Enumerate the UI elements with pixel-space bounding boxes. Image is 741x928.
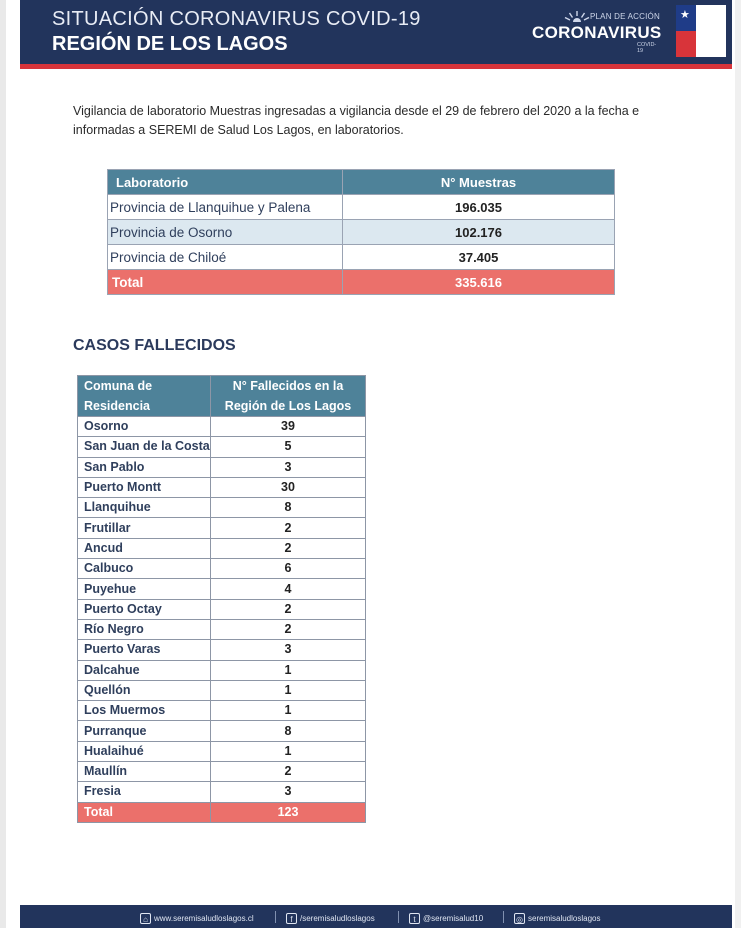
page-edge-left (0, 0, 6, 928)
footer-twitter[interactable] (409, 911, 483, 925)
comuna-cell: San Pablo (78, 457, 211, 477)
plan-de-accion-text: PLAN DE ACCIÓN (590, 12, 660, 21)
comuna-cell: Osorno (78, 417, 211, 437)
fallecidos-cell: 5 (211, 437, 366, 457)
footer-divider (503, 911, 504, 923)
total-label-cell: Total (78, 802, 211, 822)
table-row (78, 559, 366, 579)
total-label-cell: Total (108, 270, 343, 295)
lab-name-cell: Provincia de Llanquihue y Palena (108, 195, 343, 220)
lab-name-cell: Provincia de Chiloé (108, 245, 343, 270)
fallecidos-cell: 2 (211, 538, 366, 558)
comuna-cell: Río Negro (78, 619, 211, 639)
table-row (108, 245, 615, 270)
table-header-row (108, 170, 615, 195)
total-value-cell: 335.616 (343, 270, 615, 295)
lab-count-cell: 37.405 (343, 245, 615, 270)
table-row (78, 538, 366, 558)
deaths-section-title: CASOS FALLECIDOS (73, 337, 236, 354)
fallecidos-cell: 1 (211, 701, 366, 721)
table-row (78, 457, 366, 477)
header-laboratorio: Laboratorio (108, 170, 343, 195)
seal-red-block (676, 31, 696, 57)
fallecidos-cell: 2 (211, 762, 366, 782)
table-row (78, 619, 366, 639)
comuna-cell: Llanquihue (78, 498, 211, 518)
fallecidos-cell: 3 (211, 457, 366, 477)
footer-instagram-text: seremisaludloslagos (528, 913, 601, 923)
footer-facebook[interactable] (286, 911, 375, 925)
table-row (108, 195, 615, 220)
table-total-row (78, 802, 366, 822)
page-edge-right (735, 0, 741, 928)
comuna-cell: Ancud (78, 538, 211, 558)
fallecidos-cell: 1 (211, 741, 366, 761)
fallecidos-cell: 2 (211, 619, 366, 639)
table-total-row (108, 270, 615, 295)
deaths-table-body (78, 417, 366, 823)
comuna-cell: Fresia (78, 782, 211, 802)
lab-samples-table (107, 169, 615, 295)
table-row (78, 701, 366, 721)
fallecidos-cell: 1 (211, 660, 366, 680)
header-title-line1: SITUACIÓN CORONAVIRUS COVID-19 (52, 8, 421, 30)
comuna-cell: Quellón (78, 680, 211, 700)
seal-blue-block (676, 5, 696, 31)
comuna-cell: Puerto Octay (78, 599, 211, 619)
covid-logo-subtext: COVID-19 (637, 42, 657, 54)
table-row (78, 579, 366, 599)
table-row (78, 599, 366, 619)
total-value-cell: 123 (211, 802, 366, 822)
table-row (78, 437, 366, 457)
table-row (78, 417, 366, 437)
comuna-cell: Dalcahue (78, 660, 211, 680)
comuna-cell: Frutillar (78, 518, 211, 538)
fallecidos-cell: 30 (211, 477, 366, 497)
table-row (78, 782, 366, 802)
fallecidos-cell: 2 (211, 599, 366, 619)
table-row (78, 518, 366, 538)
footer-divider (275, 911, 276, 923)
header-fallecidos: N° Fallecidos en la Región de Los Lagos (211, 376, 366, 417)
deaths-table (77, 375, 366, 823)
web-icon: ⌂ (140, 913, 151, 924)
fallecidos-cell: 2 (211, 518, 366, 538)
footer-facebook-text: /seremisaludloslagos (300, 913, 375, 923)
twitter-icon: t (409, 913, 420, 924)
footer-twitter-text: @seremisalud10 (423, 913, 484, 923)
sun-rays-icon (564, 10, 590, 22)
comuna-cell: Hualaihué (78, 741, 211, 761)
intro-paragraph: Vigilancia de laboratorio Muestras ingresadas a vigilancia desde el 29 de febrero del 2020 a la fecha e informadas a SEREMI de Salud Los Lagos, en laboratorios. (73, 104, 640, 137)
fallecidos-cell: 39 (211, 417, 366, 437)
facebook-icon: f (286, 913, 297, 924)
coronavirus-logo-text: CORONAVIRUS (532, 23, 662, 42)
footer-website-text: www.seremisaludloslagos.cl (154, 913, 254, 923)
footer-bar (20, 905, 732, 928)
table-row (78, 477, 366, 497)
footer-instagram[interactable] (514, 911, 600, 925)
table-row (108, 220, 615, 245)
header-title-line2: REGIÓN DE LOS LAGOS (52, 33, 288, 55)
footer-website[interactable] (140, 911, 254, 925)
instagram-icon: ◎ (514, 913, 525, 924)
comuna-cell: Puyehue (78, 579, 211, 599)
header-banner (20, 0, 732, 64)
fallecidos-cell: 3 (211, 782, 366, 802)
header-comuna: Comuna de Residencia (78, 376, 211, 417)
fallecidos-cell: 3 (211, 640, 366, 660)
comuna-cell: Puerto Varas (78, 640, 211, 660)
lab-count-cell: 102.176 (343, 220, 615, 245)
table-row (78, 762, 366, 782)
fallecidos-cell: 1 (211, 680, 366, 700)
comuna-cell: Puerto Montt (78, 477, 211, 497)
fallecidos-cell: 6 (211, 559, 366, 579)
plan-de-accion-logo (532, 8, 662, 58)
star-icon: ★ (680, 9, 690, 21)
comuna-cell: Purranque (78, 721, 211, 741)
comuna-cell: Maullín (78, 762, 211, 782)
fallecidos-cell: 4 (211, 579, 366, 599)
table-row (78, 640, 366, 660)
header-red-stripe (20, 64, 732, 69)
table-row (78, 660, 366, 680)
header-muestras: N° Muestras (343, 170, 615, 195)
lab-name-cell: Provincia de Osorno (108, 220, 343, 245)
government-seal-logo (676, 5, 726, 57)
comuna-cell: Los Muermos (78, 701, 211, 721)
table-row (78, 498, 366, 518)
fallecidos-cell: 8 (211, 498, 366, 518)
comuna-cell: Calbuco (78, 559, 211, 579)
footer-divider (398, 911, 399, 923)
fallecidos-cell: 8 (211, 721, 366, 741)
table-row (78, 721, 366, 741)
table-row (78, 680, 366, 700)
table-row (78, 741, 366, 761)
lab-count-cell: 196.035 (343, 195, 615, 220)
comuna-cell: San Juan de la Costa (78, 437, 211, 457)
table-header-row (78, 376, 366, 417)
